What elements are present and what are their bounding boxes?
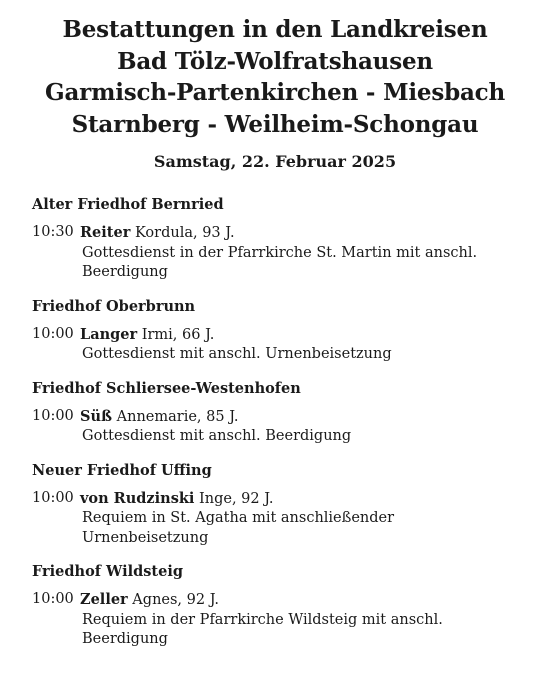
cemetery-section: [32, 379, 542, 447]
deceased-name: [80, 407, 542, 428]
publication-date: Samstag, 22. Februar 2025: [153, 152, 397, 171]
deceased-surname: von Rudzinski: [80, 489, 195, 507]
deceased-surname: Süß: [80, 407, 113, 425]
cemetery-name: Friedhof Wildsteig: [32, 563, 183, 580]
cemetery-section: [32, 461, 542, 549]
burial-time: 10:00: [32, 591, 74, 607]
cemetery-section: [32, 195, 542, 283]
deceased-details: Annemarie, 85 J.: [112, 408, 239, 425]
service-line: Gottesdienst mit anschl. Urnenbeisetzung: [82, 346, 392, 362]
burial-entry: [32, 590, 542, 650]
deceased-name: [80, 590, 542, 611]
deceased-surname: Zeller: [80, 591, 128, 608]
cemetery-name: Neuer Friedhof Uffing: [32, 461, 212, 479]
deceased-name: [80, 325, 542, 346]
cemetery-section: [32, 297, 542, 365]
service-line: Requiem in der Pfarrkirche Wildsteig mit anschl.: [82, 611, 443, 628]
burial-entry: [32, 223, 542, 283]
deceased-details: Inge, 92 J.: [194, 490, 274, 507]
deceased-surname: Reiter: [80, 224, 131, 241]
service-description: [80, 427, 542, 447]
deceased-name: [80, 489, 542, 510]
deceased-details: Kordula, 93 J.: [130, 225, 235, 241]
burial-entry: [32, 489, 542, 549]
burial-entry: [32, 407, 542, 447]
title-line: Starnberg - Weilheim-Schongau: [71, 110, 479, 138]
cemetery-name: Friedhof Schliersee-Westenhofen: [32, 379, 301, 397]
burial-time: 10:00: [32, 325, 74, 342]
title-line: Garmisch-Partenkirchen - Miesbach: [45, 79, 505, 106]
burial-entry: [32, 325, 542, 365]
service-line: Gottesdienst in der Pfarrkirche St. Martin mit anschl.: [82, 244, 478, 261]
cemetery-list: [32, 195, 542, 664]
deceased-details: Agnes, 92 J.: [127, 592, 220, 608]
burial-time: 10:00: [32, 407, 74, 424]
service-line: Beerdigung: [82, 631, 168, 647]
burial-time: 10:30: [32, 224, 74, 240]
cemetery-section: [32, 562, 542, 650]
service-line: Gottesdienst mit anschl. Beerdigung: [82, 428, 352, 444]
service-line: Urnenbeisetzung: [82, 529, 209, 546]
page-title: [0, 14, 550, 140]
service-description: [80, 509, 542, 548]
service-description: [80, 244, 542, 283]
deceased-surname: Langer: [80, 325, 138, 343]
deceased-details: Irmi, 66 J.: [137, 326, 215, 343]
deceased-name: [80, 223, 542, 244]
burial-time: 10:00: [32, 489, 74, 506]
service-line: Beerdigung: [82, 264, 168, 280]
cemetery-name: Alter Friedhof Bernried: [32, 196, 224, 213]
service-description: [80, 345, 542, 365]
title-line: Bad Tölz-Wolfratshausen: [117, 47, 433, 75]
service-line: Requiem in St. Agatha mit anschließender: [82, 510, 395, 526]
cemetery-name: Friedhof Oberbrunn: [32, 297, 196, 315]
title-line: Bestattungen in den Landkreisen: [62, 16, 488, 43]
service-description: [80, 611, 542, 650]
